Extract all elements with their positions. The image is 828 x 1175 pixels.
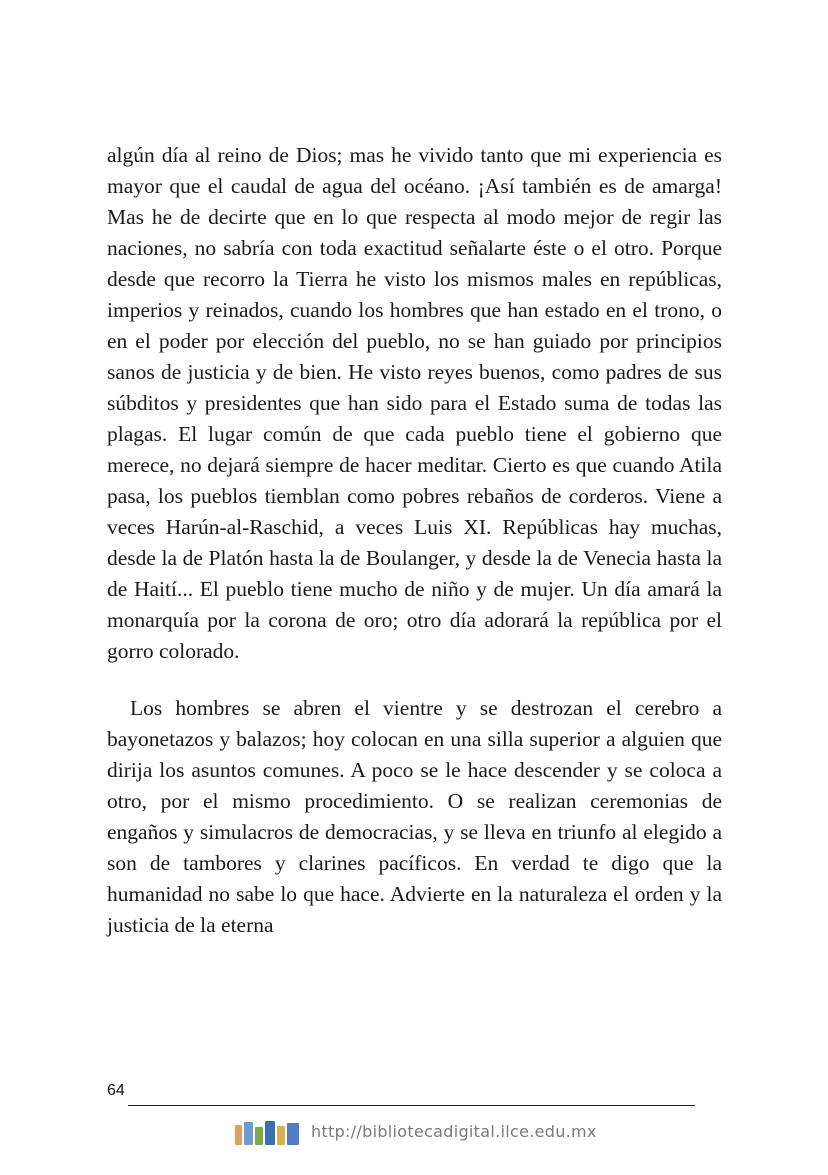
- book-spine: [255, 1127, 263, 1145]
- book-spine: [277, 1126, 285, 1145]
- book-spine: [244, 1122, 253, 1145]
- book-spine: [265, 1121, 275, 1145]
- book-spine: [235, 1125, 242, 1145]
- paragraph-1: algún día al reino de Dios; mas he vivido tanto que mi experiencia es mayor que el caudal de agua del océano. ¡Así también es de amarga! Mas he de decirte que en lo que respecta al modo mejor de regir las naciones, no sabría con toda exactitud señalarte éste o el otro. Porque desde que recorro la Tierra he visto los mismos males en repúblicas, imperios y reinados, cuando los hombres que han estado en el trono, o en el poder por elección del pueblo, no se han guiado por principios sanos de justicia y de bien. He visto reyes buenos, como padres de sus súbditos y presidentes que han sido para el Estado suma de todas las plagas. El lugar común de que cada pueblo tiene el gobierno que merece, no dejará siempre de hacer meditar. Cierto es que cuando Atila pasa, los pueblos tiemblan como pobres rebaños de corderos. Viene a veces Harún-al-Raschid, a veces Luis XI. Repúblicas hay muchas, desde la de Platón hasta la de Boulanger, y desde la de Venecia hasta la de Haití... El pueblo tiene mucho de niño y de mujer. Un día amará la monarquía por la corona de oro; otro día adorará la república por el gorro colorado.: [107, 143, 722, 663]
- footer-divider: [128, 1105, 695, 1106]
- books-logo-icon: [234, 1119, 302, 1145]
- book-spine: [287, 1123, 299, 1145]
- body-text: [107, 140, 722, 941]
- paragraph-2: Los hombres se abren el vientre y se destrozan el cerebro a bayonetazos y balazos; hoy colocan en una silla superior a alguien que dirija los asuntos comunes. A poco se le hace descender y se coloca a otro, por el mismo procedimiento. O se realizan ceremonias de engaños y simulacros de democracias, y se lleva en triunfo al elegido a son de tambores y clarines pacíficos. En verdad te digo que la humanidad no sabe lo que hace. Advierte en la naturaleza el orden y la justicia de la eterna: [107, 696, 722, 937]
- page-number: 64: [107, 1082, 125, 1099]
- library-url-link[interactable]: http://bibliotecadigital.ilce.edu.mx: [311, 1122, 597, 1141]
